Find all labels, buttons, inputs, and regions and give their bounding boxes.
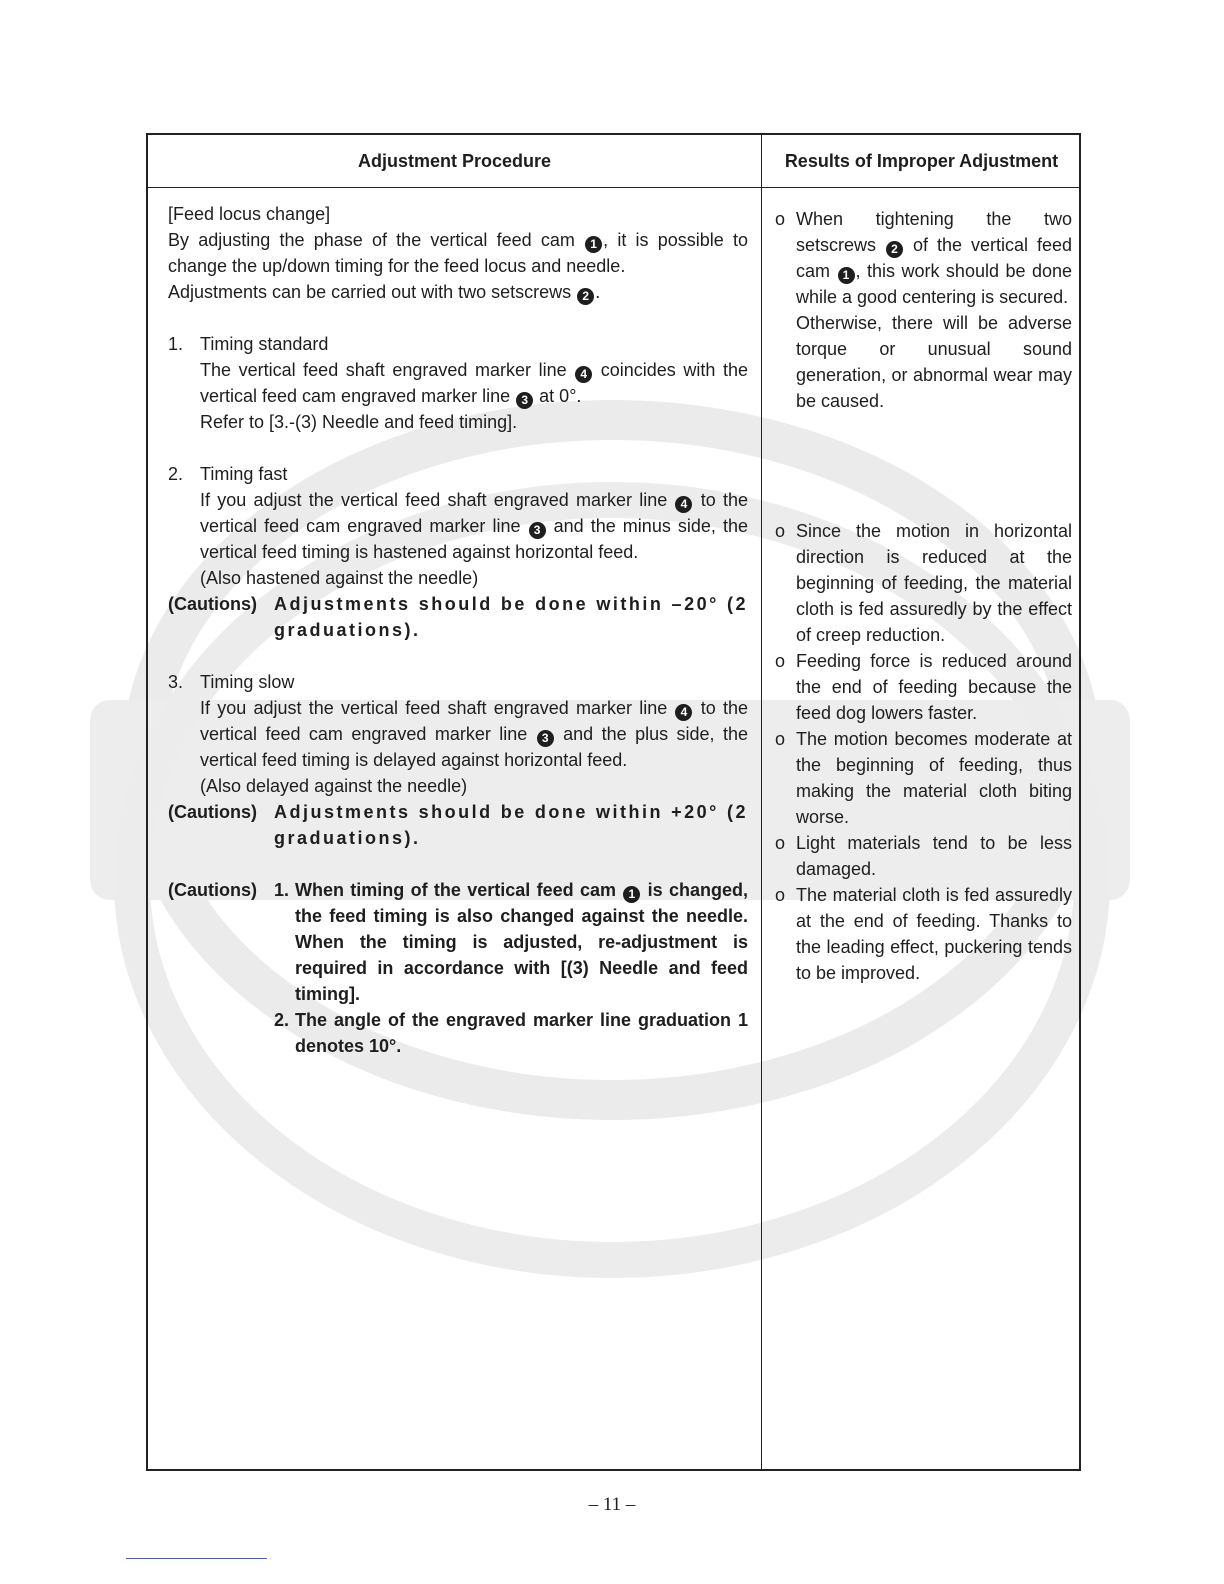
marker-3-icon: 3 [516,392,533,409]
item-timing-fast: 2. Timing fast If you adjust the vertical feed shaft engraved marker line 4 to the vertical feed cam engraved marker line 3 and the minus side, the vertical feed timing is hastened against horizontal feed. (Also hastened against the needle) [168,461,748,591]
header-results: Results of Improper Adjustment [784,151,1059,171]
intro-setscrews: Adjustments can be carried out with two setscrews 2 . [168,282,601,303]
table-header [148,135,1079,188]
section-title: [Feed locus change] [168,204,331,224]
procedure-column [168,201,748,1059]
result-creep-reduction: o Since the motion in horizontal direction is reduced at the beginning of feeding, the material cloth is fed assuredly by the effect of creep reduction. [775,521,1072,645]
caution-item-1: 1. When timing of the vertical feed cam 1 is changed, the feed timing is also changed against the needle. When the timing is adjusted, re-adjustment is required in accordance with [(3) Needle and feed timing]. [274,880,748,1004]
result-setscrews: o When tightening the two setscrews 2 of the vertical feed cam 1 , this work should be done while a good centering is secured. Otherwise, there will be adverse torque or unusual sound generation, or abnormal wear may be caused. [775,209,1072,411]
item-timing-slow: 3. Timing slow If you adjust the vertical feed shaft engraved marker line 4 to the vertical feed cam engraved marker line 3 and the plus side, the vertical feed timing is delayed against horizontal feed. (Also delayed against the needle) [168,669,748,799]
marker-3-icon: 3 [529,522,546,539]
result-motion-moderate: o The motion becomes moderate at the beginning of feeding, thus making the material cloth biting worse. [775,729,1072,827]
marker-2-icon: 2 [577,288,594,305]
results-column [775,206,1072,986]
marker-3-icon: 3 [537,730,554,747]
page-number: – 11 – [588,1494,636,1515]
caution-item-2: 2. The angle of the engraved marker line graduation 1 denotes 10°. [274,1010,748,1056]
marker-4-icon: 4 [575,366,592,383]
adjustment-table [146,133,1081,1471]
column-divider [761,135,762,1469]
result-feeding-force: o Feeding force is reduced around the end of feeding because the feed dog lowers faster. [775,651,1072,723]
intro-paragraph: By adjusting the phase of the vertical feed cam 1 , it is possible to change the up/down timing for the feed locus and needle. [168,230,748,276]
item-title: Timing fast [200,464,288,484]
result-light-materials: o Light materials tend to be less damaged. [775,833,1072,879]
marker-1-icon: 1 [585,236,602,253]
result-puckering: o The material cloth is fed assuredly at the end of feeding. Thanks to the leading effect, puckering tends to be improved. [775,885,1072,983]
marker-4-icon: 4 [675,496,692,513]
caution-timing-fast: (Cautions) Adjustments should be done within –20° (2 graduations). [168,594,748,640]
marker-1-icon: 1 [623,886,640,903]
marker-2-icon: 2 [886,241,903,258]
header-adjustment-procedure: Adjustment Procedure [357,151,552,171]
caution-timing-slow: (Cautions) Adjustments should be done within +20° (2 graduations). [168,802,748,848]
final-cautions: (Cautions) 1. When timing of the vertical feed cam 1 is changed, the feed timing is also changed against the needle. When the timing is adjusted, re-adjustment is required in accordance with [(3) Needle and feed timing]. 2. The angle of the engraved marker line graduation 1 denotes 10°. [168,877,748,1059]
item-title: Timing slow [200,672,295,692]
footer-link-underline[interactable] [126,1558,267,1559]
marker-4-icon: 4 [675,704,692,721]
item-timing-standard: 1. Timing standard The vertical feed shaft engraved marker line 4 coincides with the vertical feed cam engraved marker line 3 at 0°. Refer to [3.-(3) Needle and feed timing]. [168,331,748,435]
item-title: Timing standard [200,334,329,354]
marker-1-icon: 1 [838,267,855,284]
